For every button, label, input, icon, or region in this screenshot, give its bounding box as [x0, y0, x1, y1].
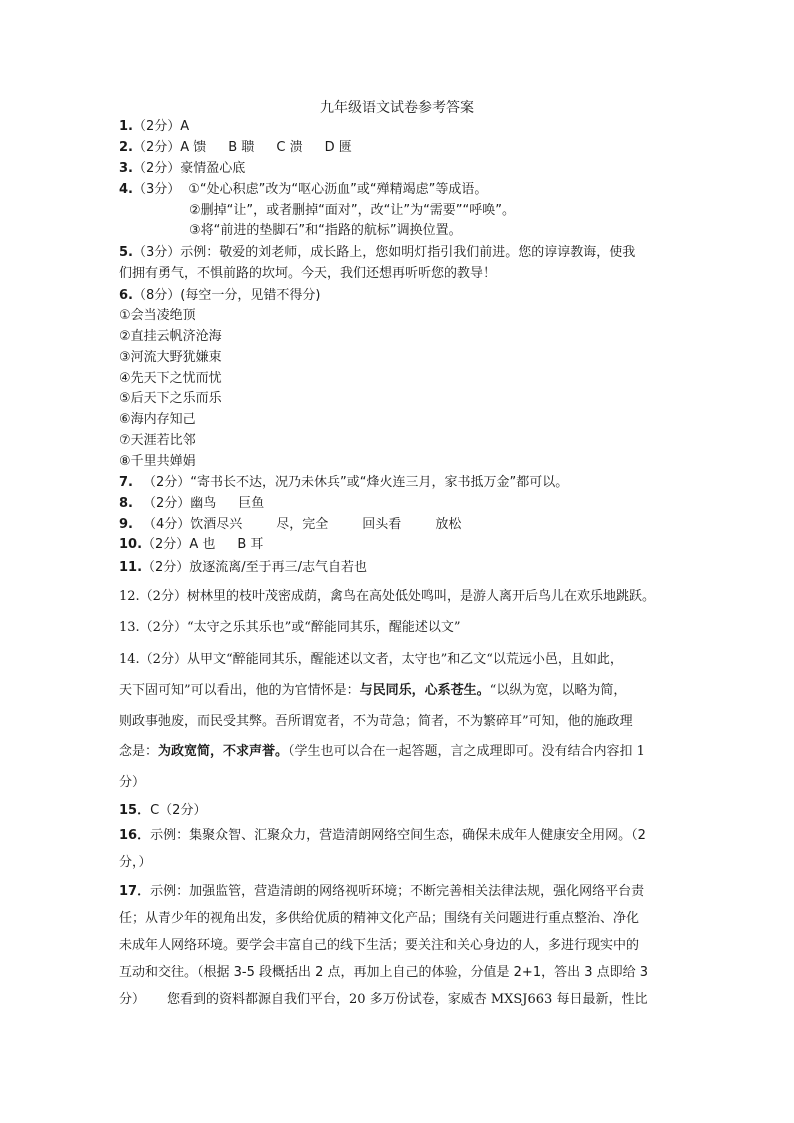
answer-number: 15． — [119, 803, 151, 818]
option-a: A 馈 — [180, 140, 207, 155]
answer-score: （2分） — [142, 496, 191, 511]
answer-text: （2分）豪情盈心底 — [132, 161, 246, 176]
answer-14-key-point: 与民同乐，心系苍生。 — [359, 683, 490, 698]
answer-number: 9. — [119, 517, 133, 532]
list-item: ⑥海内存知己 — [119, 412, 196, 427]
answer-4-line-1: ①“处心积虑”改为“呕心沥血”或“殚精竭虑”等成语。 — [188, 182, 488, 197]
answer-number: 3. — [119, 161, 133, 176]
answer-3 — [119, 159, 245, 179]
answer-number: 16． — [119, 828, 151, 843]
list-item: ⑤后天下之乐而乐 — [119, 391, 222, 406]
answer-17-line-1: 示例：加强监管，营造清朗的网络视听环境；不断完善相关法律法规，强化网络平台责 — [150, 884, 645, 899]
option-d: D 匮 — [324, 140, 352, 155]
list-item: ⑦天涯若比邻 — [119, 433, 196, 448]
answer-13: 13.（2分）“太守之乐其乐也”或“醉能同其乐，醒能述以文” — [119, 620, 461, 635]
answer-14-line-1: 14.（2分）从甲文“醉能同其乐，醒能述以文者，太守也”和乙文“以荒远小邑，且如此， — [119, 652, 623, 667]
answer-14-text: 天下固可知”可以看出，他的为官情怀是： — [119, 683, 360, 698]
answer-16 — [119, 826, 646, 846]
answer-text: （2分）A — [132, 119, 190, 134]
option-c: C 溃 — [276, 140, 303, 155]
answer-17-line-4: 互动和交往。（根据 3-5 段概括出 2 点，再加上自己的体验，分值是 2+1，答出 3 点即给 3 — [119, 965, 649, 980]
answer-14-text: 念是： — [119, 744, 159, 759]
answer-4-line-3: ③将“前进的垫脚石”和“指路的航标”调换位置。 — [189, 223, 462, 238]
answer-5-line-2: 们拥有勇气，不惧前路的坎坷。今天，我们还想再听听您的教导！ — [119, 266, 497, 281]
answer-17-line-5 — [119, 990, 647, 1010]
answer-12: 12.（2分）树林里的枝叶茂密成荫，禽鸟在高处低处鸣叫，是游人离开后鸟儿在欢乐地跳跃。 — [119, 589, 655, 604]
answer-17-line-2: 任；从青少年的视角出发，多供给优质的精神文化产品；围绕有关问题进行重点整治、净化 — [119, 911, 640, 926]
answer-17-line-3: 未成年人网络环境。要学会丰富自己的线下生活；要关注和关心身边的人，多进行现实中的 — [119, 938, 640, 953]
option-b: B 聩 — [228, 140, 255, 155]
answer-5 — [119, 243, 635, 263]
answer-16-line-1: 示例：集聚众智、汇聚众力，营造清朗网络空间生态，确保未成年人健康安全用网。（2 — [150, 828, 646, 843]
answer-8 — [119, 494, 264, 514]
answer-10-a: A 也 — [189, 537, 216, 552]
answer-score: （2分） — [142, 537, 190, 552]
answer-number: 7. — [119, 475, 133, 490]
list-item: ④先天下之忧而忧 — [119, 371, 222, 386]
answer-15 — [119, 801, 206, 821]
answer-number: 4. — [119, 182, 133, 197]
answer-11 — [119, 558, 367, 578]
answer-4-line-2: ②删掉“让”，或者删掉“面对”，改“让”为“需要”“呼唤”。 — [189, 203, 516, 218]
answer-number: 10. — [119, 537, 143, 552]
answer-14-line-3: 则政事弛废，而民受其弊。吾所谓宽者，不为苛急；简者，不为繁碎耳”可知，他的施政理 — [119, 714, 633, 729]
answer-17-text: 分） — [119, 992, 146, 1007]
answer-14-line-4 — [119, 742, 645, 762]
answer-number: 1. — [119, 119, 133, 134]
answer-9-d: 放松 — [435, 517, 462, 532]
answer-4 — [119, 180, 487, 200]
answer-text: （2分）“寄书长不达，况乃未休兵”或“烽火连三月，家书抵万金”都可以。 — [142, 475, 569, 490]
answer-14-text: “以纵为宽，以略为简， — [489, 683, 627, 698]
answer-10-b: B 耳 — [237, 537, 264, 552]
answer-text: （2分）放逐流离/至于再三/志气自若也 — [142, 560, 368, 575]
answer-9-c: 回头看 — [362, 517, 402, 532]
page-title: 九年级语文试卷参考答案 — [320, 100, 474, 116]
answer-number: 2. — [119, 140, 133, 155]
answer-14-text: （学生也可以合在一起答题，言之成理即可。没有结合内容扣 1 — [288, 744, 645, 759]
answer-5-line-1: （3分）示例：敬爱的刘老师，成长路上，您如明灯指引我们前进。您的谆谆教诲，使我 — [132, 245, 636, 260]
answer-1 — [119, 117, 189, 137]
answer-9-b: 尽，完全 — [276, 517, 329, 532]
answer-6 — [119, 286, 320, 306]
answer-score: （2分） — [132, 140, 181, 155]
answer-text: （8分）(每空一分，见错不得分) — [132, 288, 321, 303]
list-item: ②直挂云帆济沧海 — [119, 329, 222, 344]
answer-16-line-2: 分，） — [119, 855, 152, 870]
answer-text: C（2分） — [150, 803, 207, 818]
answer-14-key-point: 为政宽简，不求声誉。 — [158, 744, 289, 759]
answer-14-line-2 — [119, 681, 626, 701]
answer-14-line-5: 分） — [119, 775, 146, 790]
answer-number: 11. — [119, 560, 143, 575]
answer-2 — [119, 138, 352, 158]
answer-9-a: 饮酒尽兴 — [190, 517, 243, 532]
list-item: ①会当凌绝顶 — [119, 308, 196, 323]
answer-number: 17． — [119, 884, 151, 899]
answer-number: 8. — [119, 496, 133, 511]
answer-number: 6. — [119, 288, 133, 303]
list-item: ③河流大野犹嫌束 — [119, 350, 222, 365]
answer-9 — [119, 515, 461, 535]
answer-8-b: 巨鱼 — [238, 496, 265, 511]
watermark-text: 您看到的资料都源自我们平台，20 多万份试卷，家威杏 MXSJ663 每日最新，性比 — [167, 992, 648, 1007]
list-item: ⑧千里共婵娟 — [119, 454, 196, 469]
answer-number: 5. — [119, 245, 133, 260]
answer-8-a: 幽鸟 — [190, 496, 217, 511]
answer-score: （4分） — [142, 517, 191, 532]
answer-score: （3分） — [132, 182, 181, 197]
answer-10 — [119, 535, 263, 555]
answer-7 — [119, 473, 568, 493]
answer-17 — [119, 882, 644, 902]
